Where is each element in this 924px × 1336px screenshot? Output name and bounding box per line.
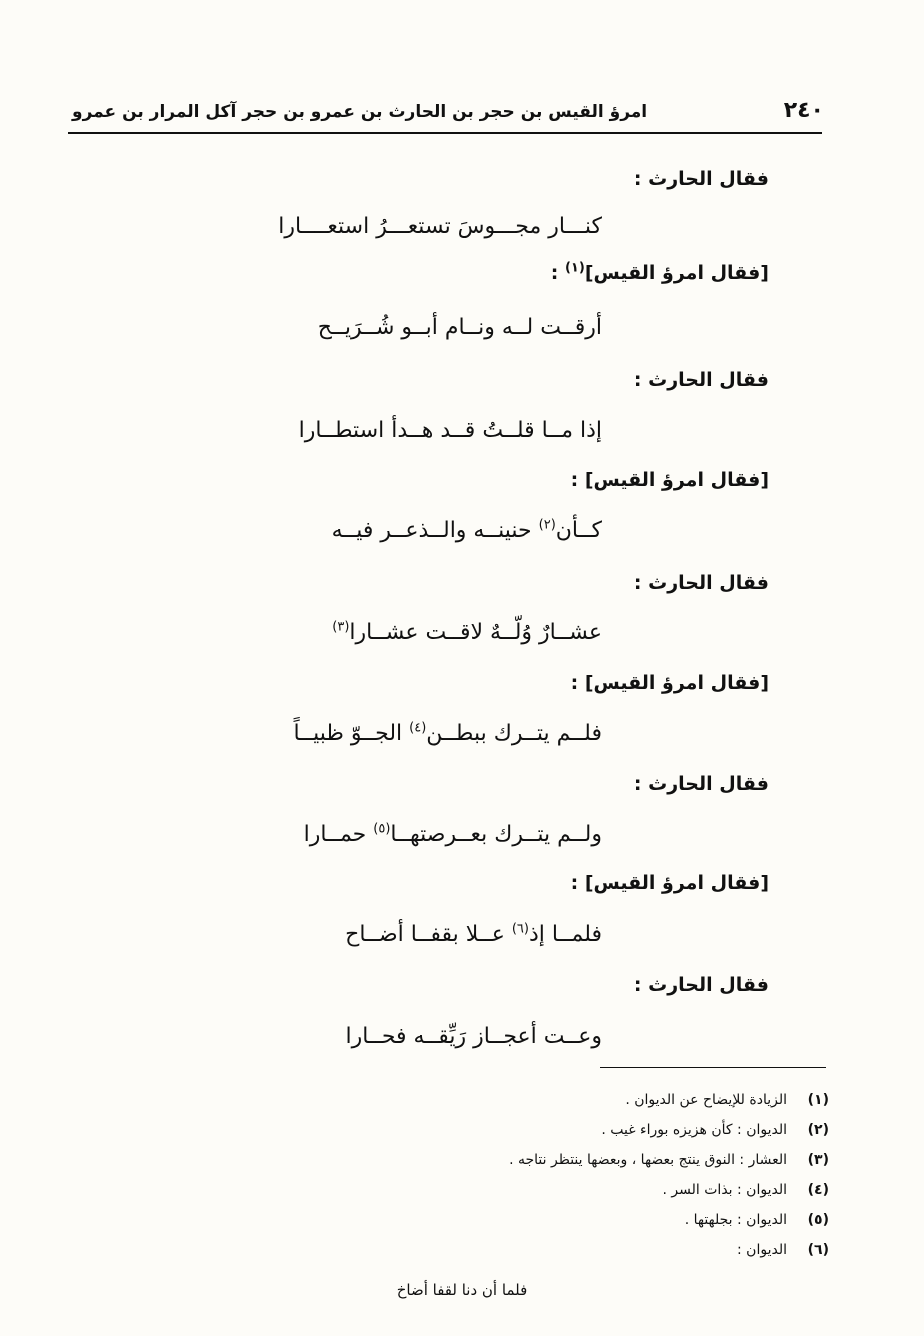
footnote-text: الزيادة للإيضاح عن الديوان .	[625, 1092, 787, 1108]
speaker-line	[634, 369, 769, 391]
footnote-ref: (٣)	[332, 619, 350, 635]
speaker-line	[634, 572, 769, 594]
speaker-text: [فقال امرؤ القيس] :	[570, 672, 769, 694]
speaker-line	[634, 168, 769, 190]
verse-text-start: فلمــا إذ	[528, 922, 602, 947]
footnote-ref: (٥)	[373, 821, 391, 837]
verse-text: إذا مــا قلــتُ قــد هــدأ استطــارا	[298, 418, 602, 443]
footnote	[737, 1242, 829, 1258]
footnote-rule	[600, 1067, 826, 1068]
speaker-line	[551, 262, 769, 284]
verse-text: الجــوّ ظبيــاً	[293, 721, 410, 746]
verse-text: حمــارا	[303, 822, 374, 847]
verse-line	[332, 518, 602, 543]
speaker-line	[571, 469, 769, 491]
verse-text-start: ولــم يتــرك بعــرصتهــا	[390, 822, 602, 847]
verse-line	[294, 721, 602, 746]
footnote-text: الديوان : كأن هزيزه بوراء غيب .	[601, 1122, 787, 1138]
verse-text: أرقــت لــه ونــام أبــو شُــرَيــح	[317, 315, 602, 340]
page-number: ٢٤٠	[783, 98, 824, 123]
speaker-line	[571, 872, 769, 894]
header-rule	[68, 132, 822, 134]
footnote-ref: (٦)	[511, 921, 529, 937]
verse-text: عشــارٌ وُلّــهٌ لاقــت عشــارا	[349, 620, 602, 645]
footnote	[509, 1152, 829, 1168]
footnote	[663, 1182, 829, 1198]
speaker-text: فقال الحارث :	[633, 369, 769, 391]
verse-line	[332, 620, 602, 645]
speaker-text: فقال الحارث :	[633, 168, 769, 190]
footnote-ref: (١)	[564, 260, 585, 276]
footnote-number: (١)	[807, 1092, 829, 1108]
footnote-ref: (٢)	[538, 517, 556, 533]
footnote-text: العشار : النوق ينتج بعضها ، وبعضها ينتظر نتاجه .	[509, 1152, 787, 1168]
verse-line	[299, 418, 602, 443]
verse-line	[304, 822, 602, 847]
speaker-text: فقال الحارث :	[633, 572, 769, 594]
verse-text: حنينــه والــذعــر فيــه	[331, 518, 539, 543]
footnote-number: (٤)	[807, 1182, 829, 1198]
footnote	[685, 1212, 829, 1228]
verse-line	[278, 214, 602, 239]
footnote	[601, 1122, 829, 1138]
speaker-text: [فقال امرؤ القيس]	[584, 262, 769, 284]
speaker-text: [فقال امرؤ القيس] :	[570, 872, 769, 894]
speaker-line	[634, 773, 769, 795]
footnote-ref: (٤)	[409, 720, 427, 736]
speaker-text: فقال الحارث :	[633, 974, 769, 996]
speaker-line	[571, 672, 769, 694]
verse-line	[345, 922, 602, 947]
verse-text: وعــت أعجــاز رَيِّقــه فحــارا	[345, 1024, 602, 1049]
footnote-number: (٢)	[807, 1122, 829, 1138]
footnote-number: (٥)	[807, 1212, 829, 1228]
speaker-line	[634, 974, 769, 996]
verse-text: عــلا بقفــا أضــاح	[345, 922, 512, 947]
verse-line	[346, 1024, 603, 1049]
footnote-text: الديوان : بذات السر .	[662, 1182, 787, 1198]
footnote-variant-line: فلما أن دنا لقفا أضاخ	[396, 1281, 528, 1299]
verse-line	[318, 315, 602, 340]
footnote	[625, 1092, 829, 1108]
speaker-text: [فقال امرؤ القيس] :	[570, 469, 769, 491]
footnote-text: الديوان : بجلهتها .	[684, 1212, 787, 1228]
verse-text-start: كــأن	[555, 518, 602, 543]
footnote-text: الديوان :	[737, 1242, 787, 1258]
speaker-suffix: :	[550, 262, 565, 284]
footnote-number: (٦)	[807, 1242, 829, 1258]
verse-text-start: فلــم يتــرك ببطــن	[426, 721, 602, 746]
footnote-number: (٣)	[807, 1152, 829, 1168]
running-header-title: امرؤ القيس بن حجر بن الحارث بن عمرو بن حجر آكل المرار بن عمرو	[72, 102, 648, 122]
verse-text: كنـــار مجـــوسَ تستعـــرُ استعــــارا	[278, 214, 602, 239]
speaker-text: فقال الحارث :	[633, 773, 769, 795]
